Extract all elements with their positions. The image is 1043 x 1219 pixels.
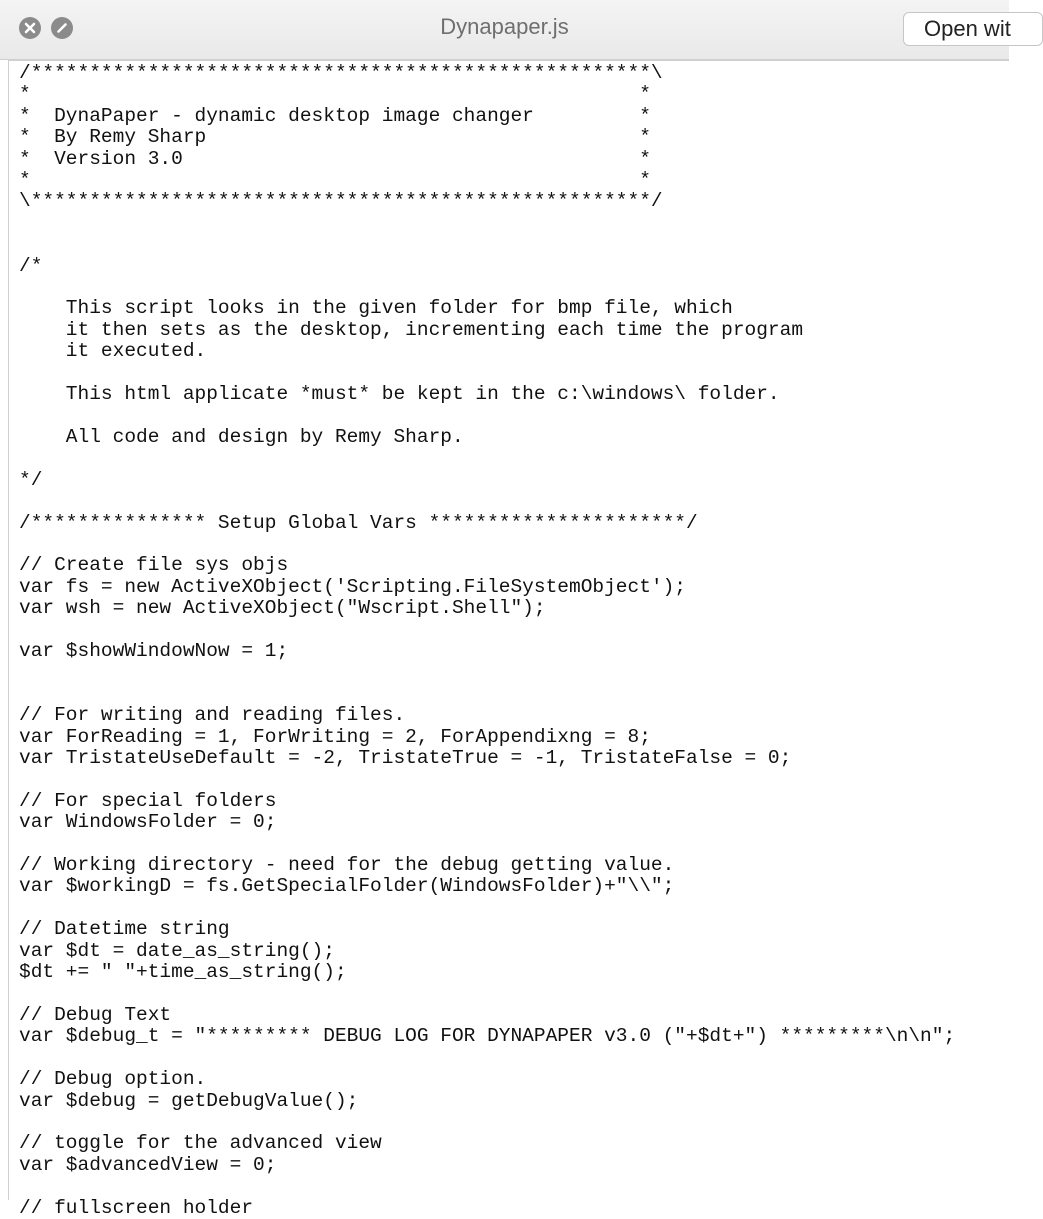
fullscreen-toggle-icon[interactable] xyxy=(51,17,73,39)
title-bar xyxy=(0,0,1009,60)
diagonal-arrows-icon xyxy=(56,22,68,34)
source-code-text: /*****************************************************\ * * * DynaPaper - dynamic desktop image changer * * By Remy Sharp * * Version 3.0 * * * \*****************************************************/ /* This script looks in the given folder for bmp file, which it then sets as the desktop, incrementing each time the program it executed. This html applicate *must* be kept in the c:\windows\ folder. All code and design by Remy Sharp. */ /*************** Setup Global Vars **********************/ // Create file sys objs var fs = new ActiveXObject('Scripting.FileSystemObject'); var wsh = new ActiveXObject("Wscript.Shell"); var $showWindowNow = 1; // For writing and reading files. var ForReading = 1, ForWriting = 2, ForAppendixng = 8; var TristateUseDefault = -2, TristateTrue = -1, TristateFalse = 0; // For special folders var WindowsFolder = 0; // Working directory - need for the debug getting value. var $workingD = fs.GetSpecialFolder(WindowsFolder)+"\\"; // Datetime string var $dt = date_as_string(); $dt += " "+time_as_string(); // Debug Text var $debug_t = "********* DEBUG LOG FOR DYNAPAPER v3.0 ("+$dt+") *********\n\n"; // Debug option. var $debug = getDebugValue(); // toggle for the advanced view var $advancedView = 0; // fullscreen holder xyxy=(19,62,956,1219)
open-with-button[interactable]: Open wit xyxy=(903,12,1043,46)
file-preview-pane[interactable] xyxy=(8,60,1009,1219)
close-window-icon[interactable] xyxy=(19,17,41,39)
window-title: Dynapaper.js xyxy=(440,14,569,39)
close-x-icon xyxy=(24,22,36,34)
